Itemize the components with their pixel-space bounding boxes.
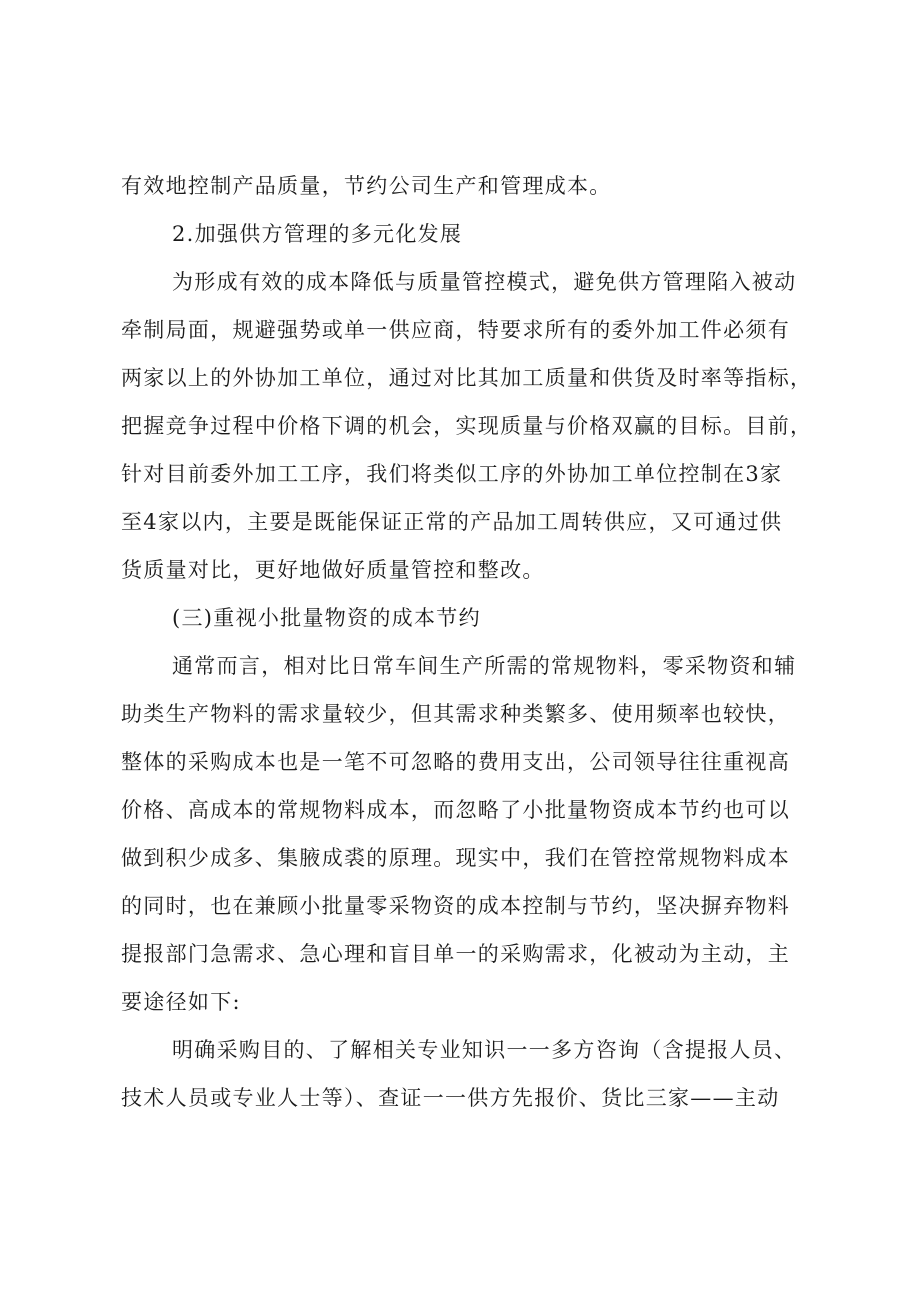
text-line: 2.加强供方管理的多元化发展 [172,222,463,246]
text-line: 通常而言，相对比日常车间生产所需的常规物料，零采物资和辅 [172,654,797,678]
text-line: 两家以上的外协加工单位，通过对比其加工质量和供货及时率等指标， [121,366,813,390]
text-line: 整体的采购成本也是一笔不可忽略的费用支出，公司领导往往重视高 [121,750,790,774]
text-line: 要途径如下: [121,990,241,1014]
text-line: 技术人员或专业人士等）、查证一一供方先报价、货比三家——主动 [121,1086,780,1110]
body-text [121,162,821,1122]
text-line: 把握竞争过程中价格下调的机会，实现质量与价格双赢的目标。目前， [121,414,813,438]
text-line: (三)重视小批量物资的成本节约 [172,606,481,630]
text-line: 至4家以内，主要是既能保证正常的产品加工周转供应，又可通过供 [121,510,783,534]
text-line: 助类生产物料的需求量较少，但其需求种类繁多、使用频率也较快， [121,702,790,726]
text-line: 货质量对比，更好地做好质量管控和整改。 [121,558,545,582]
text-line: 为形成有效的成本降低与质量管控模式，避免供方管理陷入被动 [172,270,797,294]
text-line: 牵制局面，规避强势或单一供应商，特要求所有的委外加工件必须有 [121,318,790,342]
text-line: 提报部门急需求、急心理和盲目单一的采购需求，化被动为主动，主 [121,942,790,966]
text-line: 针对目前委外加工工序，我们将类似工序的外协加工单位控制在3家 [121,462,783,486]
text-line: 的同时，也在兼顾小批量零采物资的成本控制与节约，坚决摒弃物料 [121,894,790,918]
text-line: 做到积少成多、集腋成裘的原理。现实中，我们在管控常规物料成本 [121,846,790,870]
text-line: 明确采购目的、了解相关专业知识一一多方咨询（含提报人员、 [172,1038,797,1062]
text-line: 价格、高成本的常规物料成本，而忽略了小批量物资成本节约也可以 [121,798,790,822]
text-line: 有效地控制产品质量，节约公司生产和管理成本。 [121,174,612,198]
